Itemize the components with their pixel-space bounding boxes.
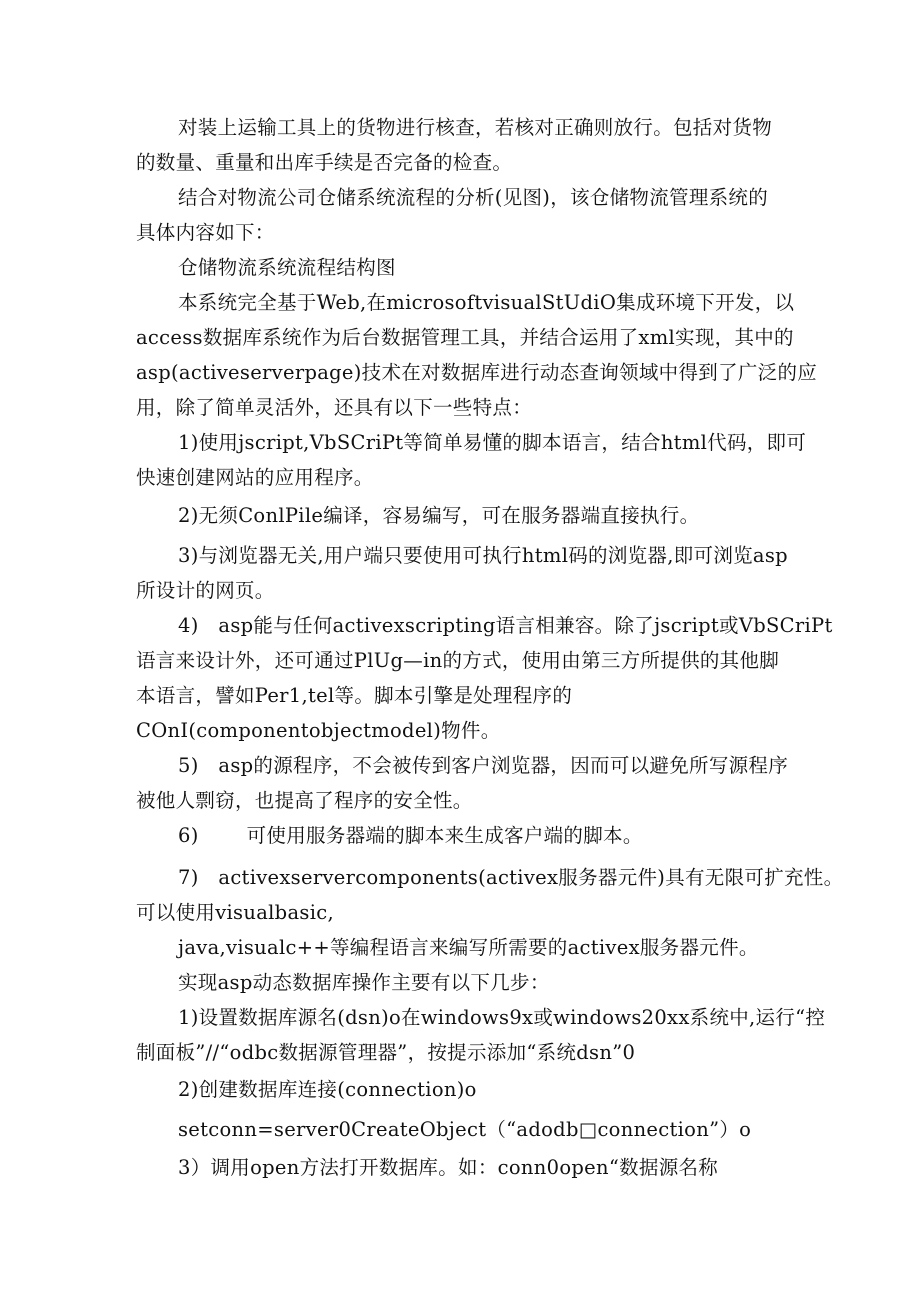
text-line-23: 可以使用visualbasic,	[136, 901, 334, 924]
text-line-12: 2)无须ConlPile编译，容易编写，可在服务器端直接执行。	[178, 504, 700, 527]
text-line-17: 本语言，譬如Per1,tel等。脚本引擎是处理程序的	[136, 684, 573, 707]
text-line-14: 所设计的网页。	[136, 579, 275, 602]
text-line-9: 用，除了简单灵活外，还具有以下一些特点：	[136, 396, 533, 419]
text-line-6: 本系统完全基于Web,在microsoftvisualStUdiO集成环境下开发，以	[178, 291, 795, 314]
text-line-19: 5) asp的源程序，不会被传到客户浏览器，因而可以避免所写源程序	[178, 754, 789, 777]
text-line-20: 被他人剽窃，也提高了程序的安全性。	[136, 789, 473, 812]
list-text: 可使用服务器端的脚本来生成客户端的脚本。	[246, 824, 643, 847]
text-line-4: 具体内容如下：	[136, 221, 275, 244]
text-line-10: 1)使用jscript,VbSCriPt等简单易懂的脚本语言，结合html代码，即可	[178, 431, 807, 454]
text-line-8: asp(activeserverpage)技术在对数据库进行动态查询领域中得到了广泛的应	[136, 361, 818, 384]
text-line-15: 4) asp能与任何activexscripting语言相兼容。除了jscript或VbSCriPt	[178, 614, 833, 637]
list-number: 6)	[178, 824, 199, 847]
text-line-1: 对装上运输工具上的货物进行核查，若核对正确则放行。包括对货物	[178, 116, 773, 139]
text-line-7: access数据库系统作为后台数据管理工具，并结合运用了xml实现，其中的	[136, 326, 794, 349]
text-line-30: 3）调用open方法打开数据库。如：conn0open“数据源名称	[178, 1156, 719, 1179]
text-line-18: COnI(componentobjectmodel)物件。	[136, 719, 501, 742]
code-line: setconn=server0CreateObject（“adodb□connection”）o	[178, 1118, 752, 1141]
text-line-2: 的数量、重量和出库手续是否完备的检查。	[136, 151, 513, 174]
text-line-26: 1)设置数据库源名(dsn)o在windows9x或windows20xx系统中,运行“控	[178, 1006, 826, 1029]
text-line-11: 快速创建网站的应用程序。	[136, 466, 374, 489]
text-line-16: 语言来设计外，还可通过PlUg—in的方式，使用由第三方所提供的其他脚	[136, 649, 780, 672]
text-line-21	[178, 822, 838, 850]
figure-caption: 仓储物流系统流程结构图	[178, 256, 396, 279]
text-line-3: 结合对物流公司仓储系统流程的分析(见图)，该仓储物流管理系统的	[178, 186, 769, 209]
text-line-22: 7) activexservercomponents(activex服务器元件)具有无限可扩充性。	[178, 866, 844, 889]
text-line-27: 制面板”//“odbc数据源管理器”，按提示添加“系统dsn”0	[136, 1041, 636, 1064]
text-line-28: 2)创建数据库连接(connection)o	[178, 1078, 477, 1101]
text-line-25: 实现asp动态数据库操作主要有以下几步：	[178, 971, 550, 994]
text-line-24: java,visualc++等编程语言来编写所需要的activex服务器元件。	[178, 936, 759, 959]
text-line-13: 3)与浏览器无关,用户端只要使用可执行html码的浏览器,即可浏览asp	[178, 544, 788, 567]
